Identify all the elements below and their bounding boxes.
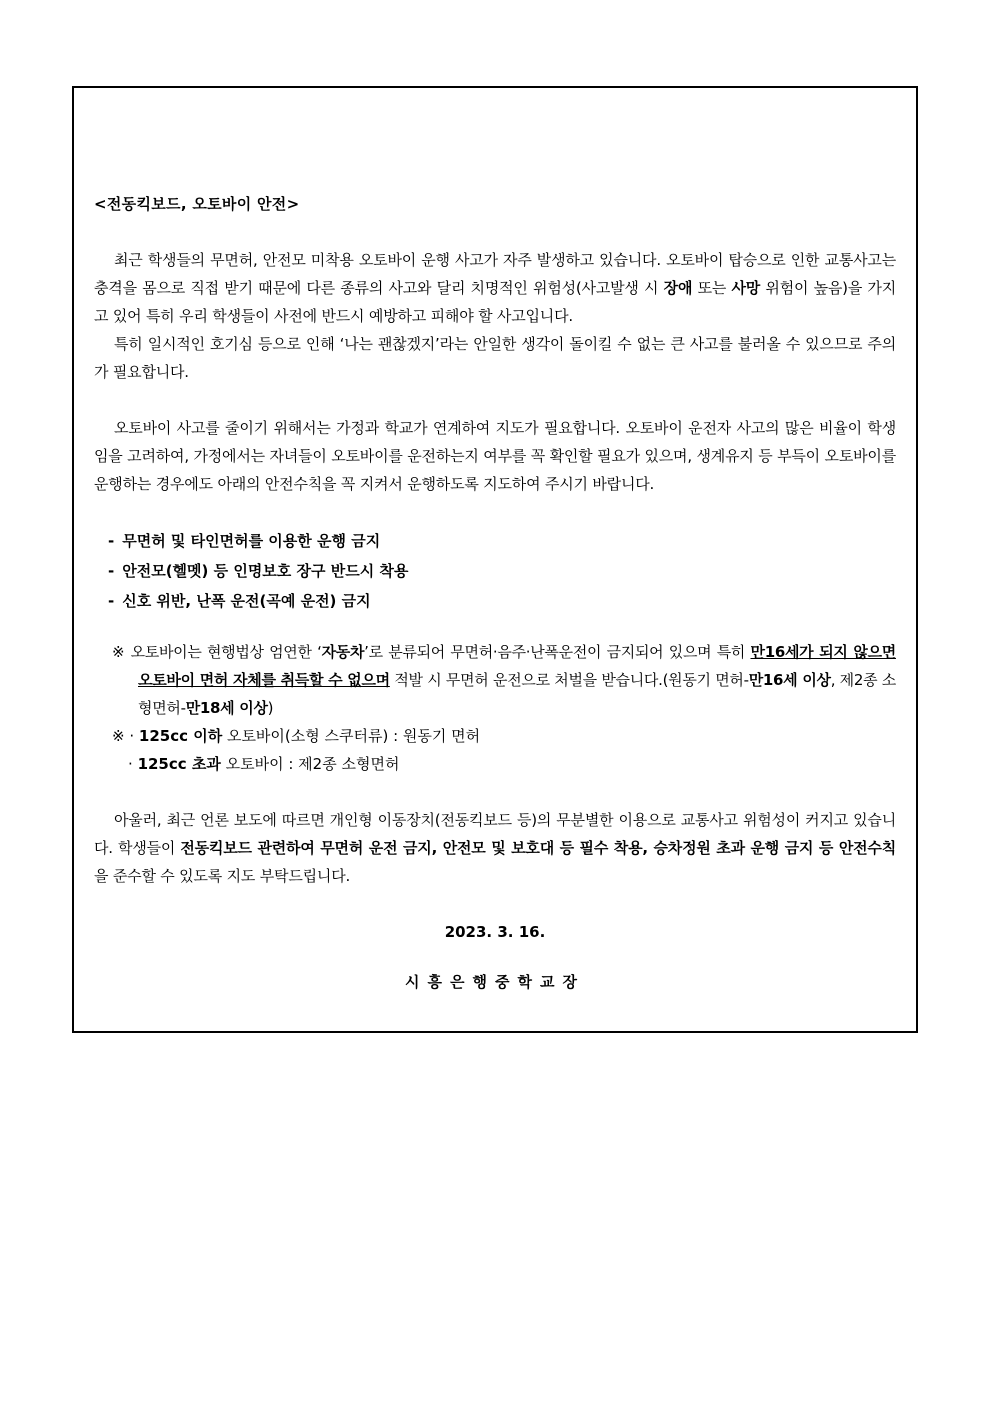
emphasis-kickboard-rules: 전동킥보드 관련하여 무면허 운전 금지, 안전모 및 보호대 등 필수 착용, 승차정원 초과 운행 금지 등 안전수칙 — [180, 839, 897, 857]
emphasis-death: 사망 — [731, 279, 761, 297]
paragraph-guidance: 오토바이 사고를 줄이기 위해서는 가정과 학교가 연계하여 지도가 필요합니다. 오토바이 운전자 사고의 많은 비율이 학생임을 고려하여, 가정에서는 자녀들이 오토바이를 운전하는지 여부를 꼭 확인할 필요가 있으며, 생계유지 등 부득이 오토바이를 운행하는 경우에도 아래의 안전수칙을 꼭 지켜서 운행하도록 지도하여 주시기 바랍니다. — [94, 419, 896, 493]
document-date: 2023. 3. 16. — [444, 923, 546, 941]
note-license-law: ※ 오토바이는 현행법상 엄연한 ‘자동차’로 분류되어 무면허·음주·난폭운전이 금지되어 있으며 특히 만16세가 되지 않으면 오토바이 면허 자체를 취득할 수 없으며 적발 시 무면허 운전으로 처벌을 받습니다.(원동기 면허-만16세 이상, 제2종 소형면허-만18세 이상) — [112, 643, 896, 717]
reference-mark: ※ — [112, 643, 126, 661]
reference-mark: ※ · — [112, 727, 135, 745]
paragraph-kickboard: 아울러, 최근 언론 보도에 따르면 개인형 이동장치(전동킥보드 등)의 무분별한 이용으로 교통사고 위험성이 커지고 있습니다. 학생들이 전동킥보드 관련하여 무면허 운전 금지, 안전모 및 보호대 등 필수 착용, 승차정원 초과 운행 금지 등 안전수칙을 준수할 수 있도록 지도 부탁드립니다. — [94, 811, 897, 885]
safety-rule-item: - 무면허 및 타인면허를 이용한 운행 금지 — [108, 532, 381, 550]
safety-rules-list — [94, 526, 896, 616]
paragraph-risk: 최근 학생들의 무면허, 안전모 미착용 오토바이 운행 사고가 자주 발생하고 있습니다. 오토바이 탑승으로 인한 교통사고는 충격을 몸으로 직접 받기 때문에 다른 종류의 사고와 달리 치명적인 위험성(사고발생 시 장애 또는 사망 위험이 높음)을 가지고 있어 특히 우리 학생들이 사전에 반드시 예방하고 피해야 할 사고입니다. — [94, 251, 897, 325]
note-125cc-under: ※ · 125cc 이하 오토바이(소형 스쿠터류) : 원동기 면허 — [112, 727, 481, 745]
school-principal-signature: 시흥은행중학교장 — [405, 973, 585, 991]
emphasis-age-limit: 만16세가 되지 않으면 오토바이 면허 자체를 취득할 수 없으며 — [138, 643, 896, 689]
safety-rule-item: - 안전모(헬멧) 등 인명보호 장구 반드시 착용 — [108, 562, 409, 580]
note-125cc-over: · 125cc 초과 오토바이 : 제2종 소형면허 — [128, 755, 400, 773]
safety-rule-item: - 신호 위반, 난폭 운전(곡예 운전) 금지 — [108, 592, 371, 610]
paragraph-caution: 특히 일시적인 호기심 등으로 인해 ‘나는 괜찮겠지’라는 안일한 생각이 돌이킬 수 없는 큰 사고를 불러올 수 있으므로 주의가 필요합니다. — [94, 335, 896, 381]
document-body — [94, 190, 896, 996]
document-title: <전동킥보드, 오토바이 안전> — [94, 195, 300, 213]
emphasis-disability: 장애 — [663, 279, 693, 297]
